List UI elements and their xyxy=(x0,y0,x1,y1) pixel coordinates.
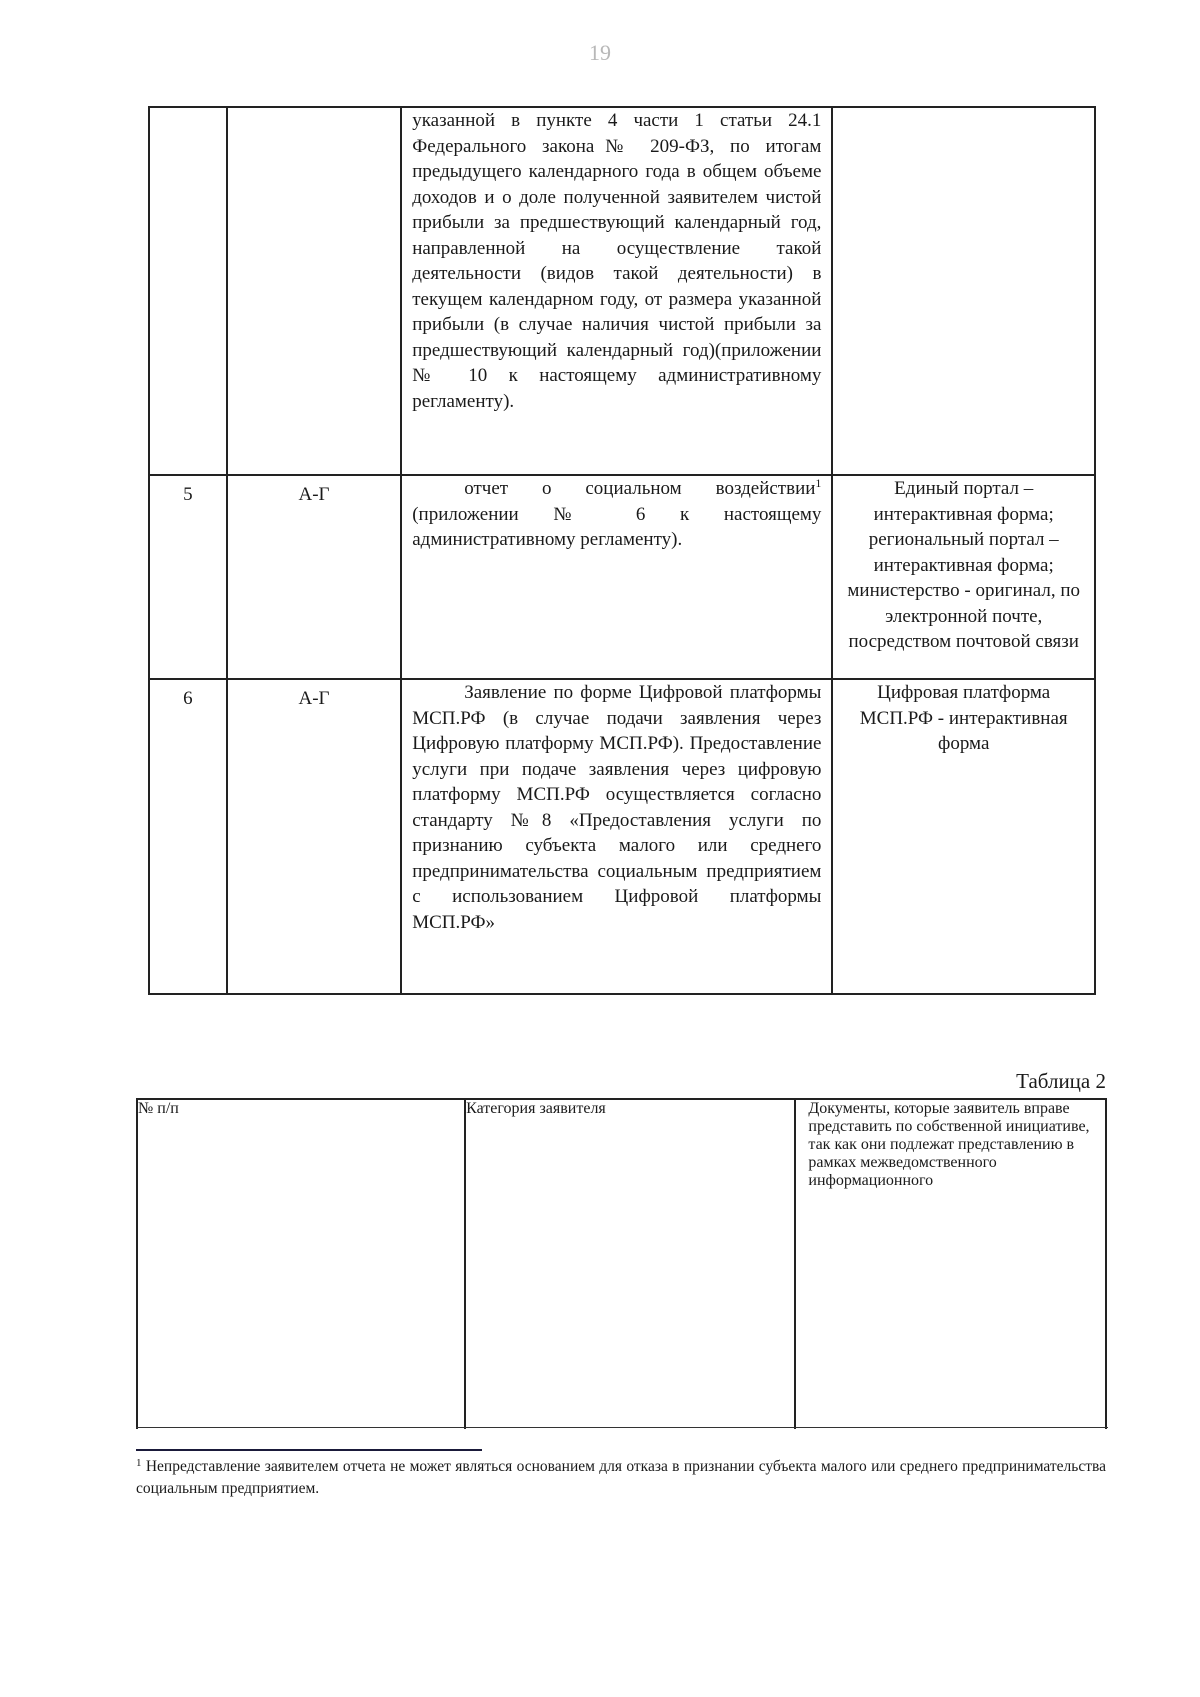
interagency-documents-table-wrapper xyxy=(136,1098,1108,1429)
submission-method-cell: Цифровая платформа МСП.РФ - интерактивная форма xyxy=(832,679,1095,994)
document-description-cell xyxy=(401,107,832,475)
row-number-cell: 5 xyxy=(149,475,227,679)
document-description: указанной в пункте 4 части 1 статьи 24.1 Федерального закона№ 209-ФЗ, по итогам предыдущего календарного года в общем объеме доходов и о доле полученной заявителем чистой прибыли за предшествующий календарный год, направленной на осуществление такой деятельности (видов такой деятельности) в текущем календарном году, от размера указанной прибыли (в случае наличия чистой прибыли за предшествующий календарный год)(приложении № 10 к настоящему административному регламенту). xyxy=(412,110,822,412)
header-documents: Документы, которые заявитель вправе представить по собственной инициативе, так как они подлежат представлению в рамках межведомственного информационного xyxy=(795,1099,1106,1429)
header-number: № п/п xyxy=(137,1099,465,1429)
document-description-continued: (приложении № 6 к настоящему административному регламенту). xyxy=(412,503,822,550)
header-category: Категория заявителя xyxy=(465,1099,795,1429)
footnote-text: Непредставление заявителем отчета не может являться основанием для отказа в признании субъекта малого или среднего предпринимательства социальным предприятием. xyxy=(136,1458,1106,1497)
category-cell: А-Г xyxy=(227,475,401,679)
submission-method-cell: Единый портал – интерактивная форма; региональный портал – интерактивная форма; министерство - оригинал, по электронной почте, посредством почтовой связи xyxy=(832,475,1095,679)
row-number-cell xyxy=(149,107,227,475)
documents-table xyxy=(148,106,1096,995)
footnote xyxy=(136,1456,1106,1500)
document-description: Заявление по форме Цифровой платформы МСП.РФ (в случае подачи заявления через Цифровую платформу МСП.РФ). Предоставление услуги при подаче заявления через цифровую платформу МСП.РФ осуществляется согласно стандарту №8 «Предоставления услуги по признанию субъекта малого или среднего предпринимательства социальным предприятием с использованием Цифровой платформы МСП.РФ» xyxy=(412,682,822,933)
table-bottom-border xyxy=(136,1427,1108,1428)
table-caption: Таблица 2 xyxy=(1016,1069,1106,1093)
interagency-documents-table xyxy=(136,1098,1107,1429)
footnote-marker: 1 xyxy=(136,1457,142,1469)
document-description-cell xyxy=(401,475,832,679)
row-number-cell: 6 xyxy=(149,679,227,994)
table-row xyxy=(149,679,1095,994)
footnote-separator xyxy=(136,1449,482,1451)
footnote-marker: 1 xyxy=(815,476,822,490)
category-cell xyxy=(227,107,401,475)
table-header-row xyxy=(137,1099,1106,1429)
table-row xyxy=(149,107,1095,475)
category-cell: А-Г xyxy=(227,679,401,994)
page-number: 19 xyxy=(589,40,611,65)
document-description: отчет о социальном воздействии xyxy=(464,478,816,499)
table-row xyxy=(149,475,1095,679)
document-description-cell xyxy=(401,679,832,994)
submission-method-cell xyxy=(832,107,1095,475)
